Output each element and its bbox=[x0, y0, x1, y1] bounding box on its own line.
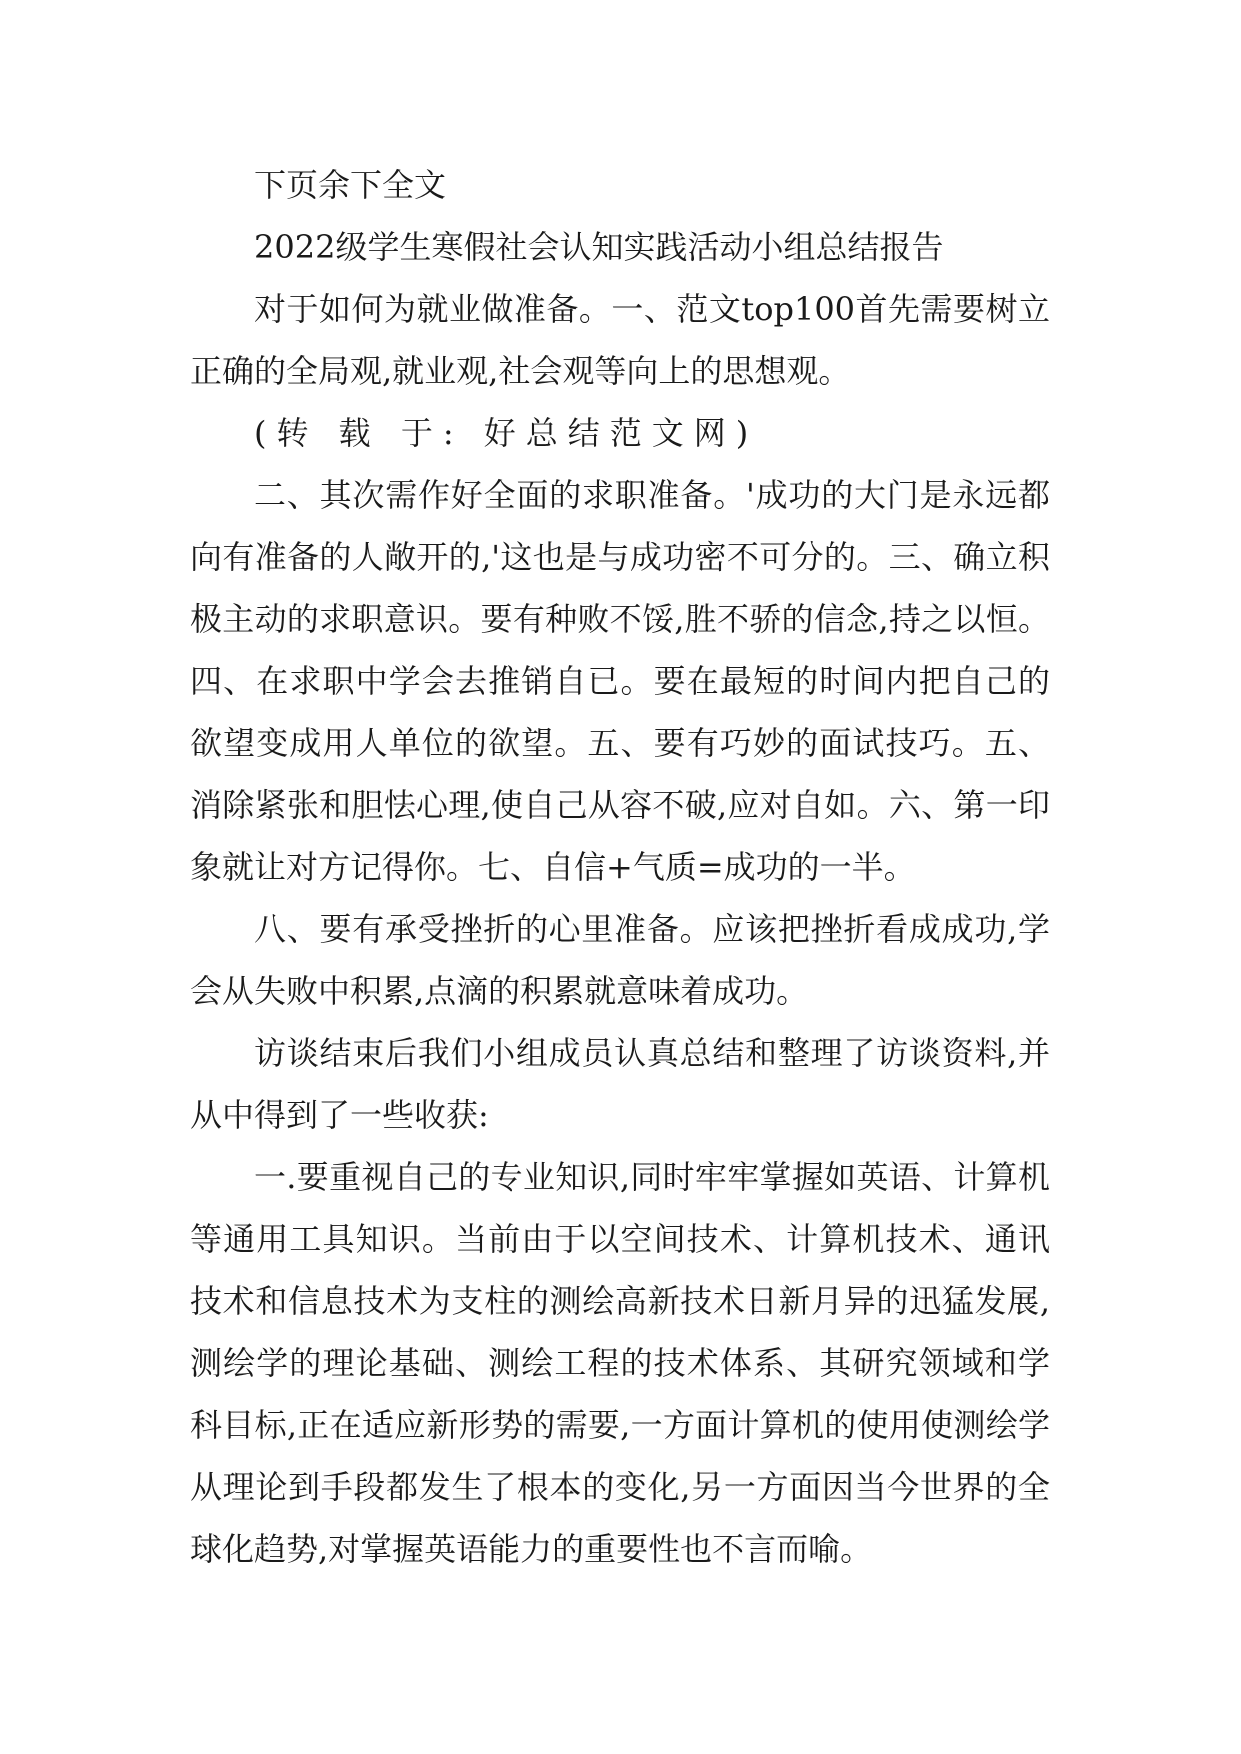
paragraph-professional-knowledge: 一.要重视自己的专业知识,同时牢牢掌握如英语、计算机等通用工具知识。当前由于以空间技术、计算机技术、通讯技术和信息技术为支柱的测绘高新技术日新月异的迅猛发展,测绘学的理论基础、测绘工程的技术体系、其研究领域和学科目标,正在适应新形势的需要,一方面计算机的使用使测绘学从理论到手段都发生了根本的变化,另一方面因当今世界的全球化趋势,对掌握英语能力的重要性也不言而喻。 bbox=[190, 1158, 1050, 1568]
paragraph-job-preparation: 对于如何为就业做准备。一、范文top100首先需要树立正确的全局观,就业观,社会观等向上的思想观。 bbox=[190, 290, 1050, 390]
document-body bbox=[190, 154, 1050, 1580]
paragraph-interview-summary: 访谈结束后我们小组成员认真总结和整理了访谈资料,并从中得到了一些收获: bbox=[190, 1034, 1050, 1134]
paragraph-source-note: (转 载 于: 好总结范文网) bbox=[254, 414, 759, 452]
paragraph-job-search-points: 二、其次需作好全面的求职准备。'成功的大门是永远都向有准备的人敞开的,'这也是与成功密不可分的。三、确立积极主动的求职意识。要有种败不馁,胜不骄的信念,持之以恒。四、在求职中学会去推销自已。要在最短的时间内把自己的欲望变成用人单位的欲望。五、要有巧妙的面试技巧。五、消除紧张和胆怯心理,使自己从容不破,应对自如。六、第一印象就让对方记得你。七、自信+气质=成功的一半。 bbox=[190, 476, 1050, 886]
paragraph-continuation-note: 下页余下全文 bbox=[254, 166, 447, 204]
paragraph-setback-preparation: 八、要有承受挫折的心里准备。应该把挫折看成成功,学会从失败中积累,点滴的积累就意味着成功。 bbox=[190, 910, 1050, 1010]
paragraph-report-title: 2022级学生寒假社会认知实践活动小组总结报告 bbox=[254, 228, 944, 266]
